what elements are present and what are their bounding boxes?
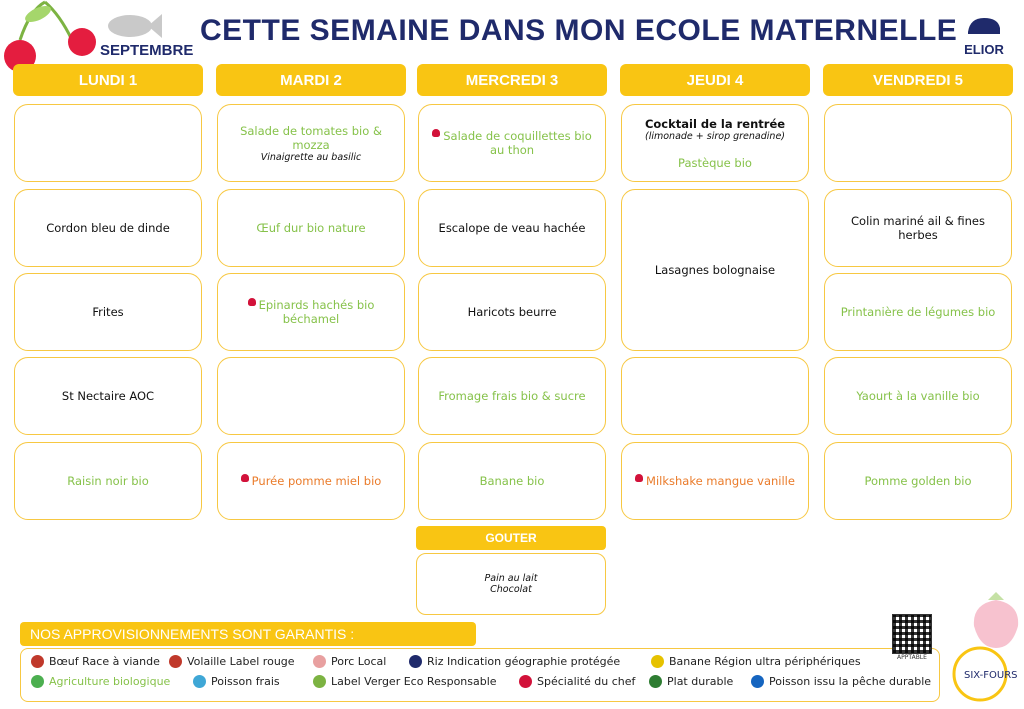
dish-name: Salade de coquillettes bio au thon [443,129,592,157]
chef-specialty-icon [241,474,249,482]
city-logo [950,644,1020,704]
label-badge-icon [169,655,182,668]
page-title: CETTE SEMAINE DANS MON ECOLE MATERNELLE [200,14,958,47]
dish-name: Œuf dur bio nature [256,221,366,235]
gouter-line-1: Pain au lait [484,573,538,584]
menu-cell [217,273,405,351]
day-header-3: MERCREDI 3 [417,64,607,96]
chef-specialty-icon [248,298,256,306]
menu-cell [824,273,1012,351]
dish-name: Haricots beurre [467,305,557,319]
dish-name: St Nectaire AOC [61,389,155,403]
dish-name: Colin mariné ail & fines herbes [851,214,985,242]
legend-item: Bœuf Race à viande [31,655,160,668]
strawberry-icon [968,590,1024,650]
menu-cell [621,357,809,435]
legend-item: Plat durable [649,675,733,688]
legend-item: Label Verger Eco Responsable [313,675,497,688]
legend-box [20,648,940,702]
chef-specialty-icon [432,129,440,137]
legend-item: Volaille Label rouge [169,655,295,668]
label-badge-icon [409,655,422,668]
menu-cell [824,104,1012,182]
menu-cell [418,273,606,351]
dish-name: Salade de tomates bio & mozza [240,123,382,152]
dish-name: Epinards hachés bio béchamel [258,298,375,326]
menu-cell [418,189,606,267]
label-badge-icon [31,655,44,668]
menu-cell [217,357,405,435]
menu-cell [418,104,606,182]
bison-icon [964,14,1004,38]
label-badge-icon [651,655,664,668]
label-badge-icon [649,675,662,688]
legend-item: Banane Région ultra périphériques [651,655,861,668]
dish-name: Banane bio [479,474,545,488]
menu-cell [824,357,1012,435]
legend-item: Poisson issu la pêche durable [751,675,931,688]
label-badge-icon [193,675,206,688]
gouter-header: GOUTER [416,526,606,550]
chef-specialty-icon [635,474,643,482]
dish-note: (limonade + sirop grenadine) [645,130,785,142]
menu-cell [824,442,1012,520]
legend-item: Porc Local [313,655,386,668]
qr-code[interactable]: APPTABLE [892,614,932,662]
day-header-5: VENDREDI 5 [823,64,1013,96]
menu-cell [14,442,202,520]
menu-cell [621,442,809,520]
menu-cell [14,189,202,267]
menu-cell [824,189,1012,267]
legend-item: Riz Indication géographie protégée [409,655,620,668]
day-header-4: JEUDI 4 [620,64,810,96]
legend-item: Spécialité du chef [519,675,635,688]
menu-cell [217,442,405,520]
legend-item: Poisson frais [193,675,280,688]
dish-name: Fromage frais bio & sucre [438,389,586,403]
dish-name: Cocktail de la rentrée [644,116,786,131]
month-label: SEPTEMBRE [100,42,194,59]
dish-name: Pastèque bio [678,155,752,170]
gouter-line-2: Chocolat [490,584,532,595]
menu-cell [14,104,202,182]
dish-name: Yaourt à la vanille bio [856,389,980,403]
day-header-1: LUNDI 1 [13,64,203,96]
menu-cell [621,104,809,182]
dish-name: Lasagnes bolognaise [654,263,776,277]
dish-name: Escalope de veau hachée [438,221,586,235]
dish-note: Vinaigrette au basilic [260,151,362,163]
legend-item: Agriculture biologique [31,675,170,688]
dish-name: Milkshake mangue vanille [646,474,795,488]
fish-icon [104,8,164,40]
label-badge-icon [313,655,326,668]
day-header-2: MARDI 2 [216,64,406,96]
dish-name: Printanière de légumes bio [840,305,996,319]
label-badge-icon [519,675,532,688]
label-badge-icon [751,675,764,688]
qr-code-icon [892,614,932,654]
dish-name: Frites [92,305,124,319]
svg-text:SIX-FOURS: SIX-FOURS [964,670,1018,681]
menu-cell [217,104,405,182]
dish-name: Cordon bleu de dinde [46,221,170,235]
dish-name: Raisin noir bio [67,474,149,488]
elior-logo: ELIOR [958,14,1010,57]
menu-cell [418,357,606,435]
dish-name: Pomme golden bio [864,474,972,488]
menu-cell [217,189,405,267]
label-badge-icon [31,675,44,688]
menu-cell [621,189,809,351]
gouter-cell [416,553,606,615]
menu-cell [418,442,606,520]
menu-cell [14,273,202,351]
label-badge-icon [313,675,326,688]
supply-banner: NOS APPROVISIONNEMENTS SONT GARANTIS : [20,622,476,646]
menu-cell [14,357,202,435]
dish-name: Purée pomme miel bio [251,474,382,488]
